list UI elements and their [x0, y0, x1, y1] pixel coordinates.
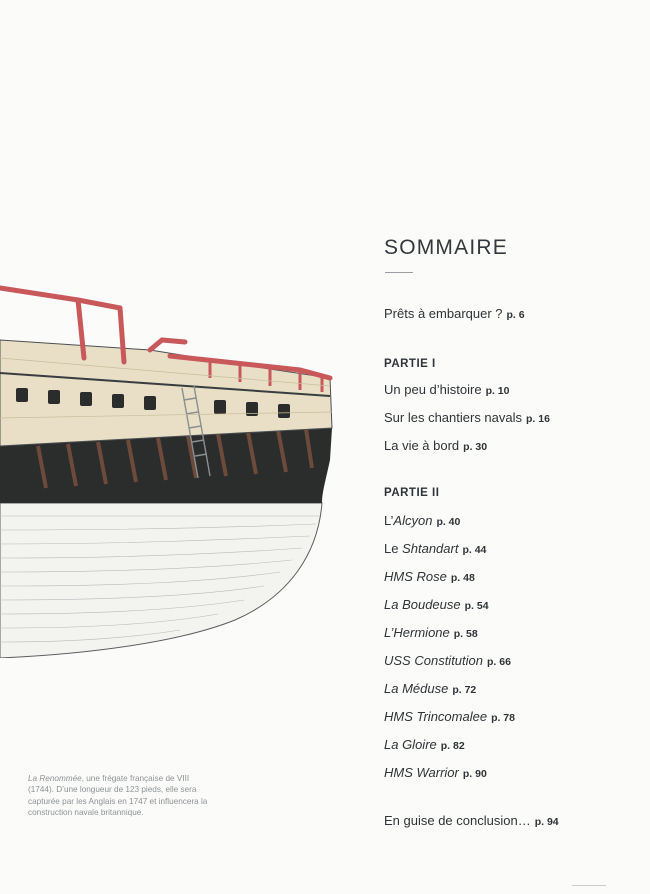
toc-entry-ship: La Gloire: [384, 737, 437, 752]
toc-entry-page: p. 82: [440, 740, 465, 752]
toc-entry-label: Prêts à embarquer ?: [384, 306, 503, 321]
toc-entry-alcyon[interactable]: [384, 513, 460, 528]
toc-entry-histoire[interactable]: [384, 382, 510, 397]
toc-entry-ship: HMS Rose: [384, 569, 447, 584]
toc-entry-intro[interactable]: [384, 306, 525, 321]
toc-entry-page: p. 94: [534, 816, 559, 828]
title-underline: [385, 272, 413, 273]
toc-entry-vie-a-bord[interactable]: [384, 438, 487, 453]
toc-entry-page: p. 16: [526, 413, 550, 425]
page-corner-mark: [572, 885, 606, 886]
toc-entry-meduse[interactable]: [384, 681, 476, 696]
toc-entry-page: p. 66: [487, 656, 511, 668]
toc-entry-ship: La Méduse: [384, 681, 449, 696]
toc-entry-boudeuse[interactable]: [384, 597, 489, 612]
toc-entry-shtandart[interactable]: [384, 541, 486, 556]
toc-entry-gloire[interactable]: [384, 737, 465, 752]
toc-entry-page: p. 44: [462, 544, 487, 556]
toc-entry-page: p. 78: [491, 712, 515, 724]
toc-entry-label: La vie à bord: [384, 438, 460, 453]
toc-entry-page: p. 72: [452, 684, 477, 696]
toc-entry-label: Un peu d’histoire: [384, 382, 482, 397]
caption-text: , une frégate française de VIII (1744). D’une longueur de 123 pieds, elle sera capturée par les Anglais en 1747 et influencera la construction navale britannique.: [28, 774, 208, 818]
caption-ship-name: La Renommée: [28, 774, 82, 783]
toc-title: SOMMAIRE: [384, 236, 508, 259]
toc-entry-ship: HMS Warrior: [384, 765, 459, 780]
toc-entry-page: p. 54: [464, 600, 489, 612]
toc-entry-prefix: Le: [384, 541, 403, 556]
part-2-heading: PARTIE II: [384, 487, 440, 499]
ship-lower-hull: [0, 503, 322, 658]
toc-entry-page: p. 30: [463, 441, 488, 453]
toc-entry-label: En guise de conclusion…: [384, 813, 531, 828]
toc-entry-constitution[interactable]: [384, 653, 511, 668]
toc-entry-ship: HMS Trincomalee: [384, 709, 488, 724]
toc-entry-ship: L’Hermione: [384, 625, 450, 640]
toc-entry-page: p. 10: [485, 385, 510, 397]
toc-entry-prefix: L’: [384, 513, 394, 528]
toc-entry-label: Sur les chantiers navals: [384, 410, 523, 425]
toc-entry-ship: La Boudeuse: [384, 597, 461, 612]
toc-entry-page: p. 6: [506, 309, 525, 321]
toc-entry-hermione[interactable]: [384, 625, 478, 640]
toc-entry-page: p. 40: [436, 516, 461, 528]
toc-entry-page: p. 90: [462, 768, 487, 780]
part-1-heading: PARTIE I: [384, 358, 436, 370]
toc-entry-page: p. 58: [453, 628, 478, 640]
toc-entry-ship: Shtandart: [402, 541, 459, 556]
toc-entry-page: p. 48: [450, 572, 475, 584]
toc-entry-hms-rose[interactable]: [384, 569, 475, 584]
toc-entry-conclusion[interactable]: [384, 813, 559, 828]
toc-entry-trincomalee[interactable]: [384, 709, 515, 724]
toc-entry-warrior[interactable]: [384, 765, 487, 780]
toc-entry-ship: Alcyon: [393, 513, 433, 528]
toc-entry-ship: USS Constitution: [384, 653, 483, 668]
toc-entry-chantiers[interactable]: [384, 410, 550, 425]
ship-illustration: [0, 278, 345, 658]
illustration-caption: [28, 773, 208, 819]
